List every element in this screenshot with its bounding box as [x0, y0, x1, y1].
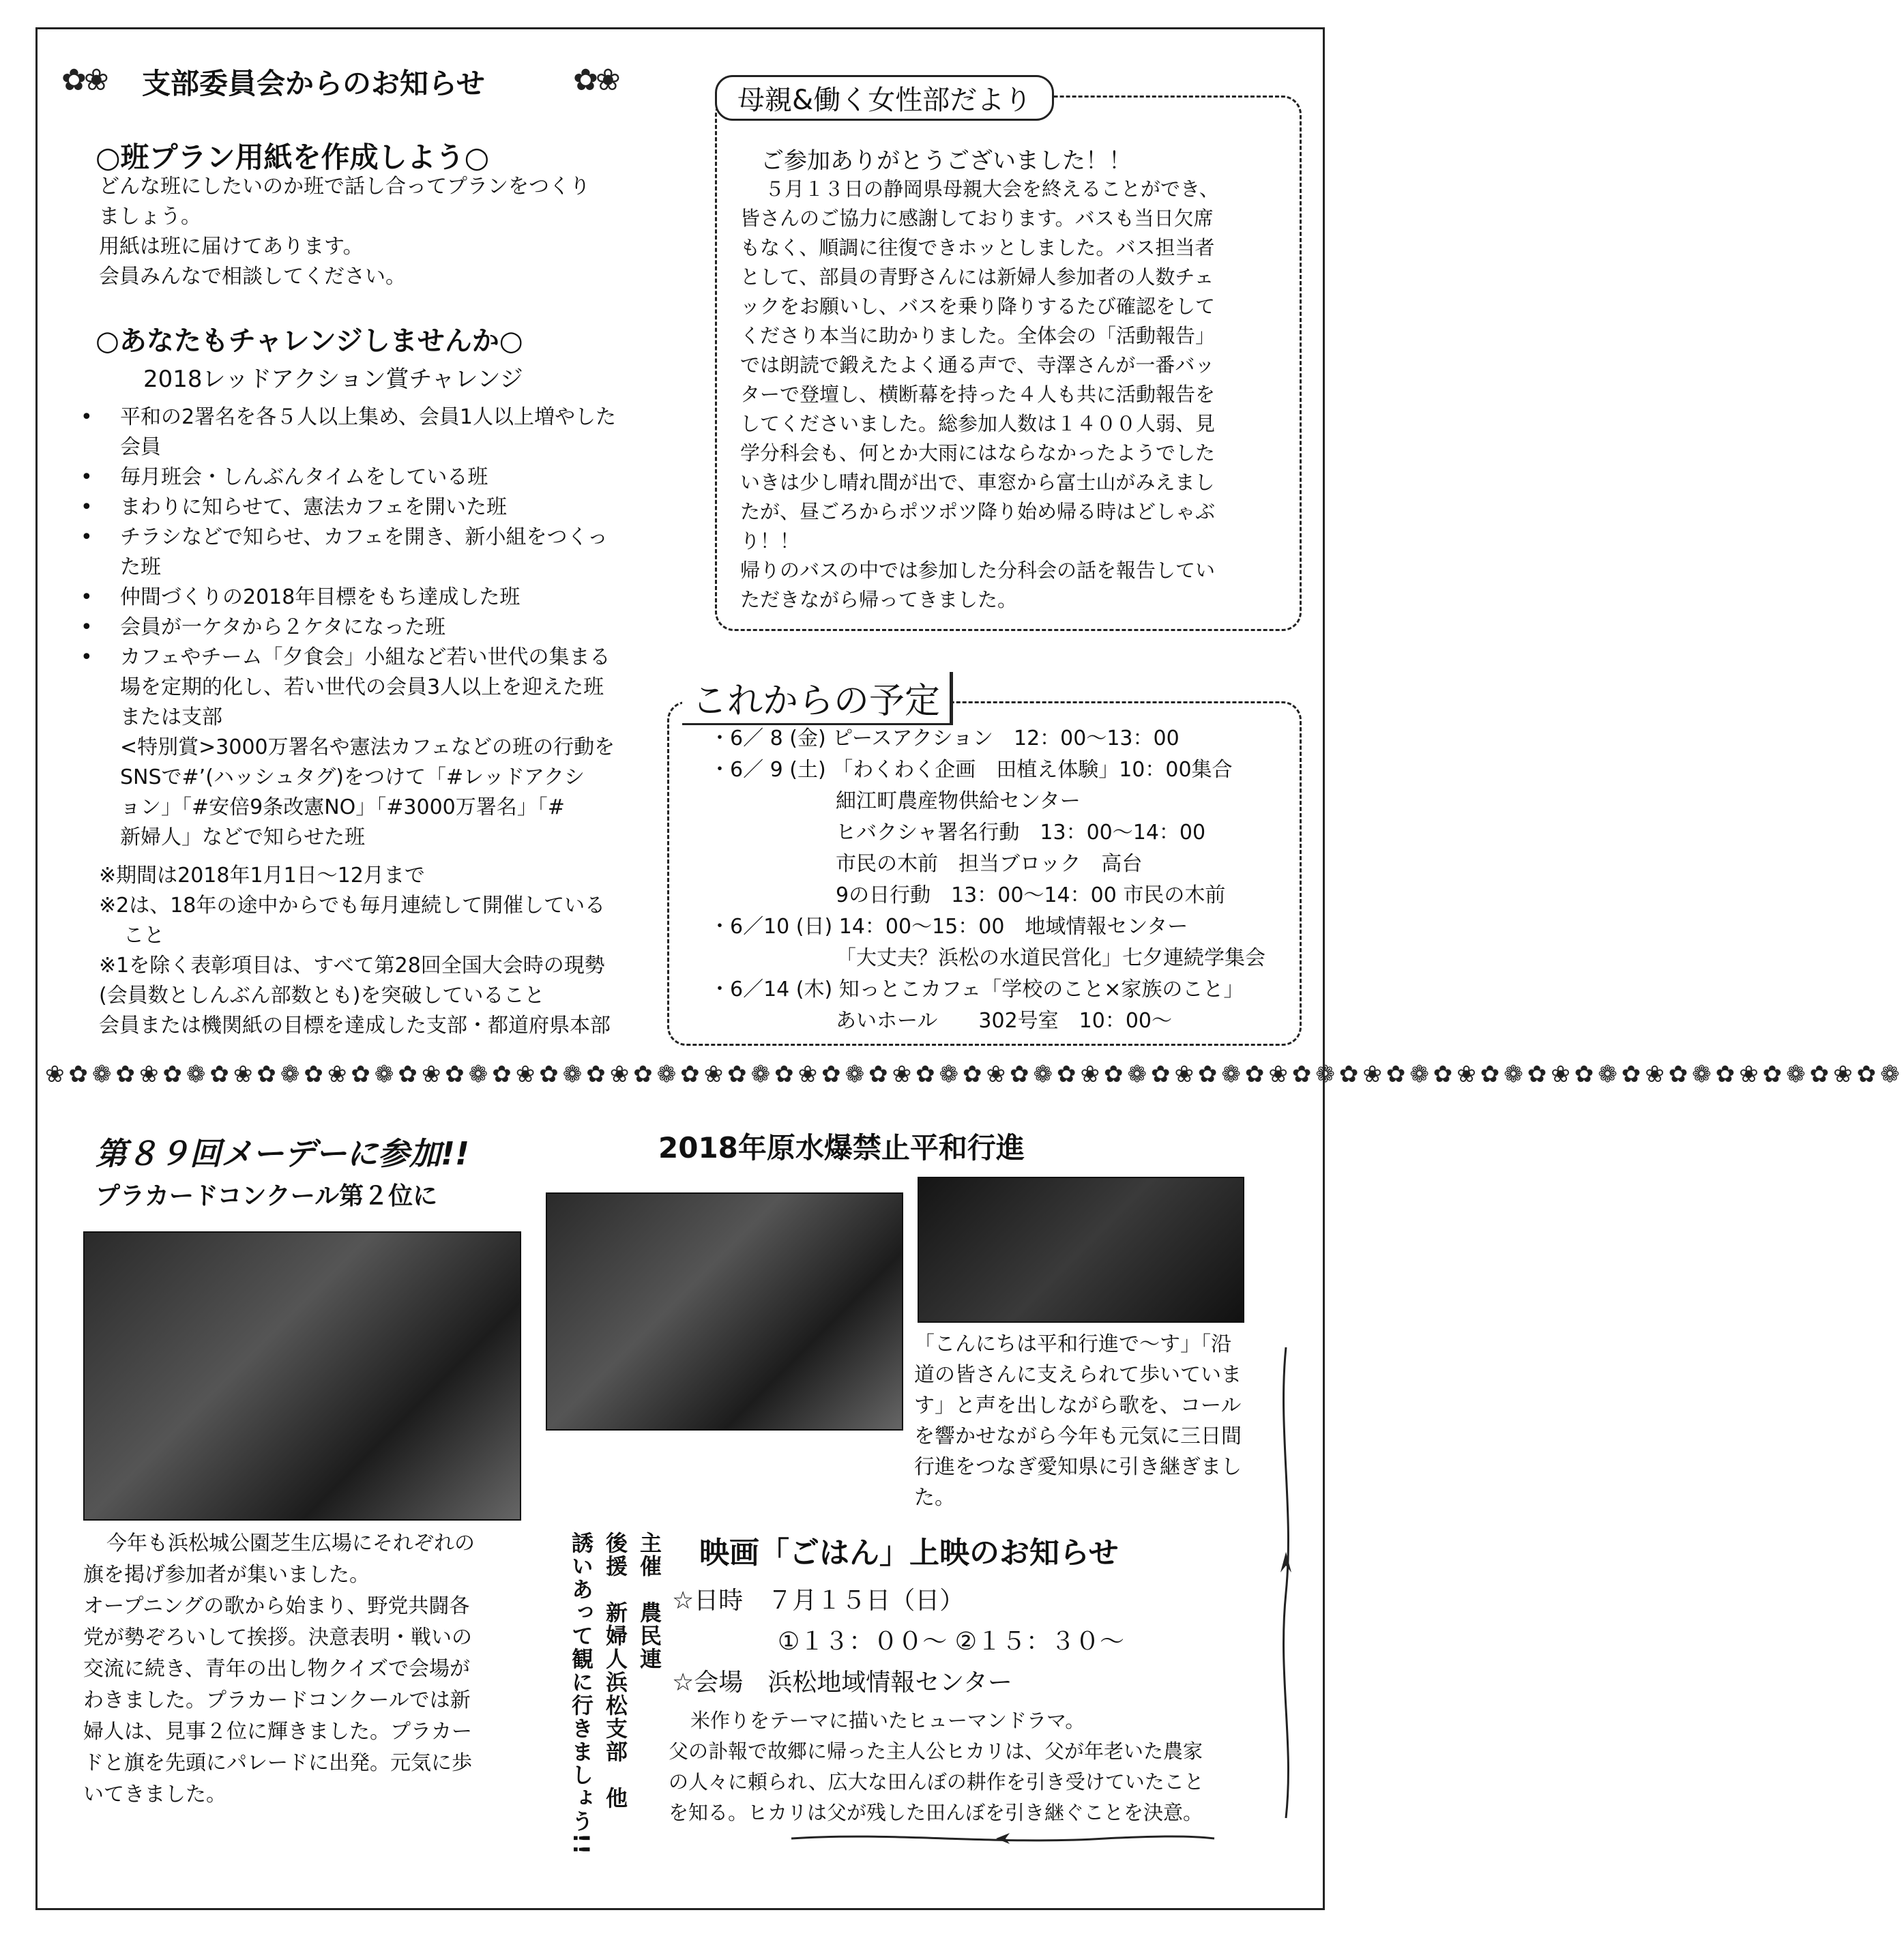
text-line: ターで登壇し、横断幕を持った４人も共に活動報告を — [740, 383, 1216, 406]
schedule-line: 市民の木前 担当ブロック 高台 — [836, 852, 1143, 876]
list-item: • チラシなどで知らせ、カフェを開き、新小組をつくっ た班 — [80, 525, 608, 579]
text-line: 行進をつなぎ愛知県に引き継ぎまし — [914, 1455, 1242, 1479]
text-line: 帰りのバスの中では参加した分科会の話を報告してい — [740, 559, 1216, 582]
list-item: • 平和の2署名を各５人以上集め、会員1人以上増やした 会員 — [80, 405, 616, 459]
text-line: 学分科会も、何とか大雨にはならなかったようでした — [740, 441, 1216, 465]
text-line: ドと旗を先頭にパレードに出発。元気に歩 — [83, 1751, 472, 1775]
text-line: くださり本当に助かりました。全体会の「活動報告」 — [740, 324, 1216, 347]
sponsor-invite: 誘いあって観に行きましょう!! — [568, 1532, 594, 1856]
movie-title: 映画「ごはん」上映のお知らせ — [699, 1536, 1119, 1570]
flower-ornament-icon: ✿❀ — [61, 63, 106, 98]
text-line: どんな班にしたいのか班で話し合ってプランをつくり — [99, 175, 590, 199]
list-item: • まわりに知らせて、憲法カフェを開いた班 — [80, 495, 507, 519]
note-line: こと — [123, 924, 164, 948]
schedule-line: ・6／14 (木) 知っとこカフェ「学校のこと×家族のこと」 — [709, 978, 1244, 1001]
sponsor-support: 後援 新婦人浜松支部 他 — [602, 1532, 628, 1810]
text-line: ５月１３日の静岡県母親大会を終えることができ、 — [765, 177, 1219, 201]
text-line: として、部員の青野さんには新婦人参加者の人数チェ — [740, 265, 1214, 289]
schedule-line: ・6／10 (日) 14：00〜15：00 地域情報センター — [709, 915, 1188, 939]
challenge-subtitle: 2018レッドアクション賞チャレンジ — [143, 366, 523, 393]
plan-text — [99, 172, 590, 292]
text-line: では朗読で鍛えたよく通る声で、寺澤さんが一番バッ — [740, 353, 1215, 377]
text-line: もなく、順調に往復できホッとしました。バス担当者 — [740, 236, 1215, 259]
text-line: オープニングの歌から始まり、野党共闘各 — [83, 1594, 470, 1618]
movie-date: ☆日時 ７月１５日（日） — [672, 1587, 965, 1615]
text-line: 道の皆さんに支えられて歩いていま — [914, 1363, 1242, 1387]
list-item: • 毎月班会・しんぶんタイムをしている班 — [80, 465, 488, 489]
text-line: を知る。ヒカリは父が残した田んぼを引き継ぐことを決意。 — [669, 1801, 1203, 1824]
note-line: ※期間は2018年1月1日〜12月まで — [99, 864, 425, 888]
text-line: たが、昼ごろからポツポツ降り始め帰る時はどしゃぶ — [740, 500, 1216, 523]
text-line: 父の訃報で故郷に帰った主人公ヒカリは、父が年老いた農家 — [669, 1740, 1203, 1763]
flourish-line-icon — [1272, 1347, 1300, 1818]
text-line: わきました。プラカードコンクールでは新 — [83, 1688, 471, 1712]
text-line: 党が勢ぞろいして挨拶。決意表明・戦いの — [83, 1626, 472, 1650]
mayday-subtitle: プラカードコンクール第２位に — [96, 1182, 438, 1210]
schedule-tag: これからの予定 — [682, 672, 953, 725]
note-line: (会員数としんぶん部数とも)を突破していること — [99, 984, 545, 1008]
schedule-line: あいホール 302号室 10：00〜 — [836, 1009, 1173, 1033]
mayday-body — [83, 1528, 475, 1811]
section-title-challenge: ○あなたもチャレンジしませんか○ — [96, 325, 523, 357]
text-line: 「こんにちは平和行進で〜す」「沿 — [914, 1332, 1231, 1356]
movie-body — [669, 1705, 1204, 1828]
note-line: ※2は、18年の途中からでも毎月連続して開催している — [99, 894, 606, 918]
flourish-bottom-icon — [791, 1828, 1214, 1849]
text-line: を響かせながら今年も元気に三日間 — [914, 1424, 1242, 1448]
mayday-photo — [83, 1231, 521, 1521]
list-item: • 仲間づくりの2018年目標をもち達成した班 — [80, 585, 521, 609]
text-line: ましょう。 — [99, 205, 201, 229]
mayday-title: 第８９回メーデーに参加!! — [96, 1135, 469, 1172]
mothers-heading: ご参加ありがとうございました！！ — [761, 147, 1132, 175]
peace-march-body — [914, 1329, 1242, 1513]
flower-divider: ❀✿❁✿❀✿❁✿❀✿❁✿❀✿❁✿❀✿❁✿❀✿❁✿❀✿❁✿❀✿❁✿❀✿❁✿❀✿❁✿❀✿❁✿❀✿❁✿❀✿❁✿❀✿❁✿❀✿❁✿❀✿❁✿❀✿❁✿❀✿❁✿❀✿❁✿❀✿❁ — [45, 1061, 1904, 1088]
text-line: いてきました。 — [83, 1783, 226, 1806]
mothers-body — [740, 175, 1219, 615]
text-line: ただきながら帰ってきました。 — [740, 588, 1018, 611]
mothers-tag: 母親&働く女性部だより — [715, 75, 1054, 121]
movie-venue: ☆会場 浜松地域情報センター — [672, 1669, 1012, 1697]
note-line: 会員または機関紙の目標を達成した支部・都道府県本部 — [99, 1014, 611, 1038]
flower-ornament-icon: ✿❀ — [573, 63, 618, 98]
movie-times: ①１３：００〜 ②１５：３０〜 — [778, 1628, 1124, 1656]
text-line: 用紙は班に届けてあります。 — [99, 235, 364, 259]
peace-march-photo-2 — [918, 1177, 1244, 1323]
schedule-line: 9の日行動 13：00〜14：00 市民の木前 — [836, 883, 1226, 907]
schedule-line: ヒバクシャ署名行動 13：00〜14：00 — [836, 821, 1206, 845]
branch-notice-header: 支部委員会からのお知らせ — [142, 67, 485, 100]
text-line: 米作りをテーマに描いたヒューマンドラマ。 — [690, 1709, 1085, 1732]
text-line: り！！ — [740, 529, 800, 553]
list-item: • カフェやチーム「夕食会」小組など若い世代の集まる 場を定期的化し、若い世代の会員3人以上を迎えた班 または支部 <特別賞>3000万署名や憲法カフェなどの班の行動を SNSで#’(ハッシュタグ)をつけて「#レッドアクシ ョン」「#安倍9条改憲NO」「#3000万署名」「# 新婦人」などで知らせた班 — [80, 645, 615, 849]
section-title-plan: ○班プラン用紙を作成しよう○ — [96, 141, 490, 174]
text-line: してくださいました。総参加人数は１４００人弱、見 — [740, 412, 1216, 435]
text-line: 会員みんなで相談してください。 — [99, 265, 406, 289]
schedule-line: ・6／ 9 (土) 「わくわく企画 田植え体験」10：00集合 — [709, 758, 1233, 782]
note-line: ※1を除く表彰項目は、すべて第28回全国大会時の現勢 — [99, 954, 605, 978]
text-line: ックをお願いし、バスを乗り降りするたび確認をして — [740, 295, 1216, 318]
text-line: 婦人は、見事２位に輝きました。プラカー — [83, 1720, 472, 1744]
text-line: 今年も浜松城公園芝生広場にそれぞれの — [106, 1532, 475, 1555]
peace-march-title: 2018年原水爆禁止平和行進 — [658, 1131, 1025, 1164]
text-line: 皆さんのご協力に感謝しております。バスも当日欠席 — [740, 207, 1214, 230]
schedule-line: 細江町農産物供給センター — [836, 789, 1081, 813]
text-line: いきは少し晴れ間が出で、車窓から富士山がみえまし — [740, 471, 1215, 494]
schedule-line: 「大丈夫？浜松の水道民営化」七夕連続学集会 — [836, 946, 1265, 970]
challenge-list — [80, 402, 616, 853]
schedule-line: ・6／ 8 (金) ピースアクション 12：00〜13：00 — [709, 727, 1180, 750]
sponsor-organizer: 主催 農民連 — [636, 1532, 662, 1671]
text-line: 交流に続き、青年の出し物クイズで会場が — [83, 1657, 470, 1681]
text-line: た。 — [914, 1486, 955, 1510]
list-item: • 会員が一ケタから２ケタになった班 — [80, 615, 445, 639]
peace-march-photo — [546, 1192, 903, 1431]
challenge-notes — [99, 861, 611, 1041]
text-line: の人々に頼られ、広大な田んぼの耕作を引き受けていたこと — [669, 1770, 1204, 1793]
text-line: 旗を掲げ参加者が集いました。 — [83, 1563, 370, 1587]
text-line: す」と声を出しながら歌を、コール — [914, 1394, 1242, 1418]
